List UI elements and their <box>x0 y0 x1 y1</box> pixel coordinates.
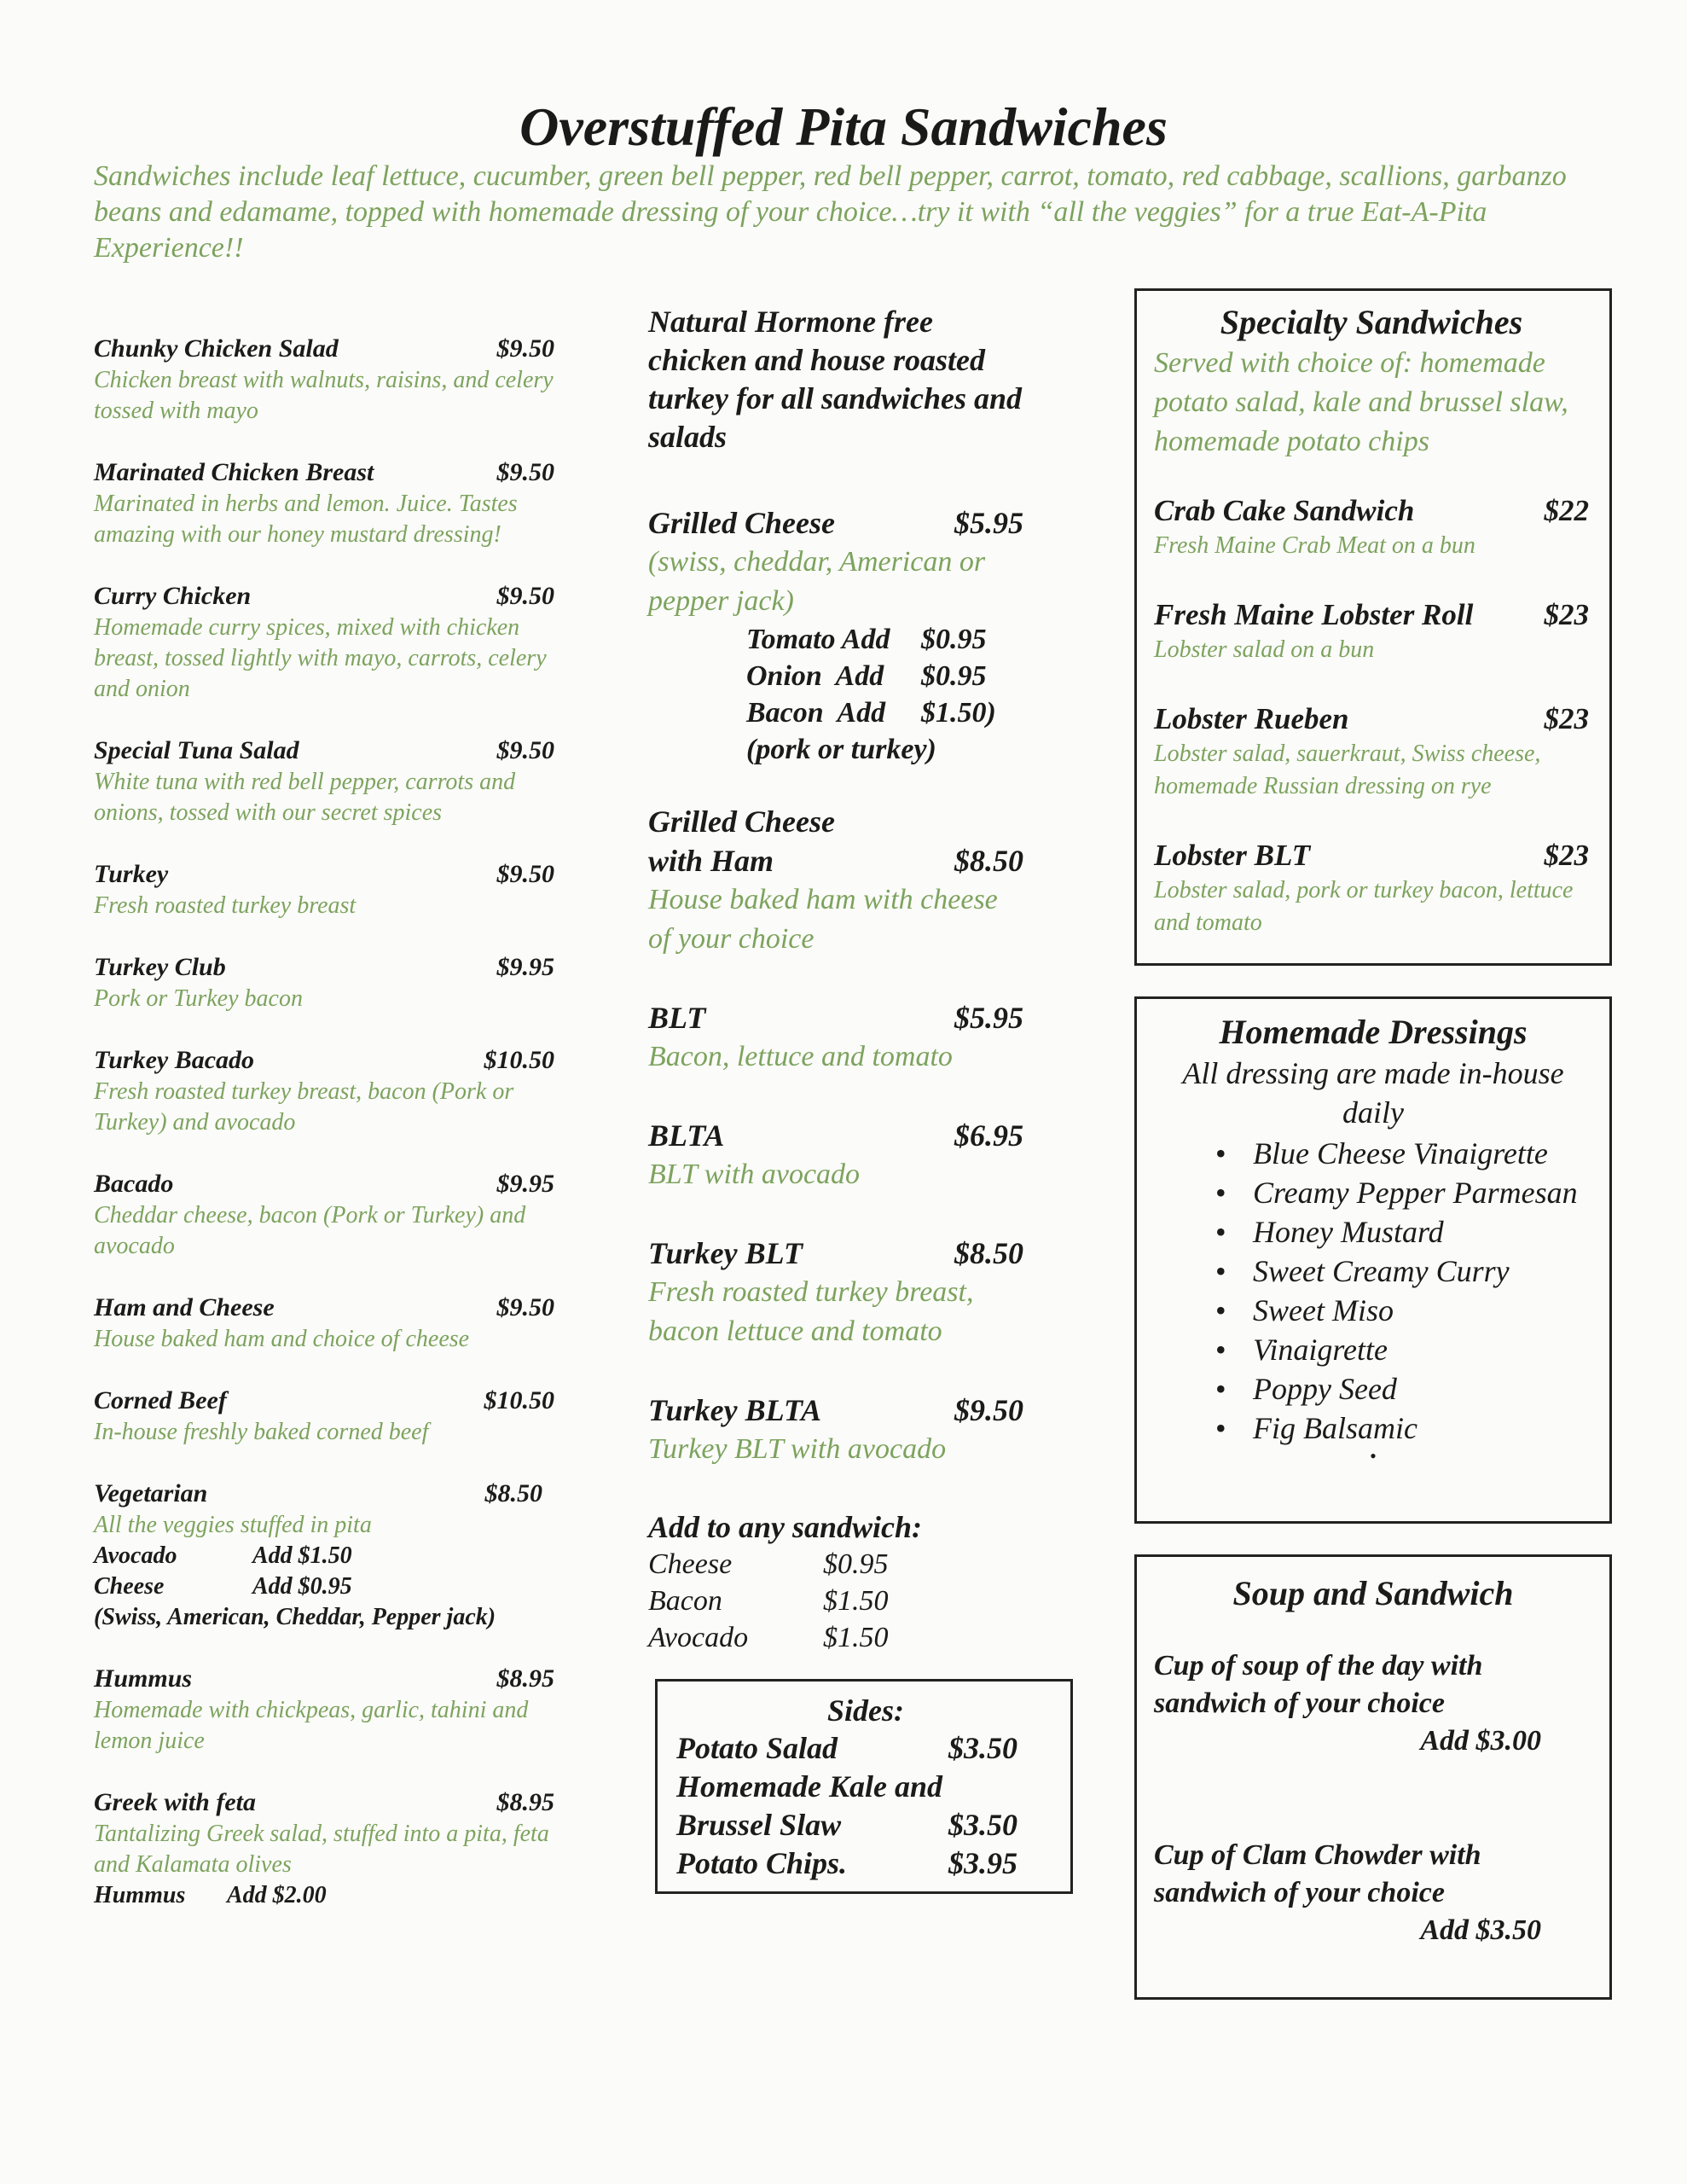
side-price: $3.95 <box>948 1846 1017 1880</box>
dressings-title: Homemade Dressings <box>1219 1013 1528 1051</box>
item-name: Turkey <box>94 860 169 888</box>
side-row <box>676 1844 1055 1883</box>
addon-price: Add $0.95 <box>252 1573 352 1600</box>
add-name: Bacon <box>648 1585 722 1617</box>
item-description: House baked ham with cheese of your choice <box>648 884 998 955</box>
sides-title: Sides: <box>827 1693 904 1728</box>
item-description: Lobster salad, sauerkraut, Swiss cheese, homemade Russian dressing on rye <box>1154 741 1541 799</box>
item-description: Lobster salad, pork or turkey bacon, lettuce and tomato <box>1154 877 1574 936</box>
decorative-dot: • <box>1370 1445 1377 1467</box>
item-price: $9.50 <box>496 334 554 363</box>
item-price: $23 <box>1544 839 1589 872</box>
item-name: Grilled Cheese <box>648 506 835 540</box>
item-name: BLTA <box>648 1118 725 1153</box>
side-price: $3.50 <box>948 1808 1017 1842</box>
item-price: $8.95 <box>496 1664 554 1693</box>
extra-price: $0.95 <box>921 624 987 655</box>
item-description: Fresh roasted turkey breast, bacon lettuce and tomato <box>648 1276 974 1347</box>
item-price: $5.95 <box>954 506 1023 540</box>
menu-item <box>1154 596 1589 666</box>
item-name: Hummus <box>94 1664 193 1693</box>
item-name: Vegetarian <box>94 1479 208 1507</box>
item-price: $22 <box>1544 494 1589 527</box>
soup-description: Cup of Clam Chowder with sandwich of your choice <box>1154 1839 1481 1908</box>
addon-price: Add $2.00 <box>227 1882 327 1908</box>
side-name: Homemade Kale and <box>676 1769 942 1804</box>
soup-item <box>1154 1837 1592 1949</box>
dressing-item: • Sweet Miso <box>1154 1291 1592 1330</box>
menu-item <box>94 735 554 828</box>
item-name: Turkey Bacado <box>94 1046 255 1074</box>
item-name: Fresh Maine Lobster Roll <box>1154 598 1474 631</box>
item-price: $9.50 <box>496 582 554 610</box>
side-name: Brussel Slaw <box>676 1808 842 1842</box>
item-description: Bacon, lettuce and tomato <box>648 1041 953 1072</box>
item-price: $8.50 <box>954 844 1023 878</box>
side-name: Potato Chips. <box>676 1846 848 1880</box>
extra-row <box>648 621 1023 658</box>
dressing-item: • Honey Mustard <box>1154 1212 1592 1252</box>
item-description: All the veggies stuffed in pita <box>94 1512 372 1538</box>
dressings-subtitle: All dressing are made in-house daily <box>1182 1056 1564 1130</box>
item-price: $23 <box>1544 702 1589 735</box>
extra-name: Tomato Add <box>746 624 890 655</box>
item-price: $10.50 <box>484 1046 554 1074</box>
item-price: $9.95 <box>496 1170 554 1198</box>
add-price: $0.95 <box>823 1548 889 1580</box>
item-name: Turkey BLTA <box>648 1393 822 1427</box>
extra-price: $0.95 <box>921 660 987 692</box>
menu-item <box>94 580 554 705</box>
item-name: Ham and Cheese <box>94 1293 275 1321</box>
item-name: Lobster Rueben <box>1154 702 1349 735</box>
extra-name: Bacon Add <box>746 697 886 729</box>
add-row <box>648 1583 1023 1619</box>
addon-name: Hummus <box>94 1882 186 1908</box>
addon-row <box>94 1541 554 1571</box>
item-description: In-house freshly baked corned beef <box>94 1419 429 1445</box>
item-name-line1: Grilled Cheese <box>648 804 835 839</box>
item-price: $5.95 <box>954 1001 1023 1035</box>
middle-menu-column <box>648 303 1023 1656</box>
dressings-list <box>1154 1134 1592 1448</box>
item-description: Lobster salad on a bun <box>1154 636 1375 663</box>
item-name: Corned Beef <box>94 1386 227 1414</box>
item-description: (swiss, cheddar, American or pepper jack) <box>648 546 986 617</box>
menu-item <box>1154 837 1589 939</box>
menu-item <box>94 1168 554 1262</box>
menu-item <box>94 1663 554 1757</box>
dressing-item: • Sweet Creamy Curry <box>1154 1252 1592 1291</box>
specialty-sandwiches-box <box>1134 288 1612 966</box>
add-price: $1.50 <box>823 1585 889 1617</box>
item-description: Homemade with chickpeas, garlic, tahini and lemon juice <box>94 1697 529 1754</box>
item-description: Homemade curry spices, mixed with chicken breast, tossed lightly with mayo, carrots, celery and onion <box>94 614 547 702</box>
soup-price: Add $3.50 <box>1420 1914 1541 1946</box>
item-name: Marinated Chicken Breast <box>94 458 374 486</box>
side-row <box>676 1729 1055 1768</box>
side-row <box>676 1806 1055 1844</box>
item-price: $9.50 <box>496 736 554 764</box>
homemade-dressings-box <box>1134 996 1612 1524</box>
extra-price: $1.50) <box>921 697 996 729</box>
page-title: Overstuffed Pita Sandwiches <box>519 96 1168 157</box>
menu-item <box>94 1786 554 1911</box>
item-description: Fresh Maine Crab Meat on a bun <box>1154 532 1475 559</box>
add-name: Avocado <box>648 1622 749 1653</box>
specialty-title: Specialty Sandwiches <box>1220 303 1523 341</box>
extra-row <box>648 694 1023 731</box>
menu-item <box>648 503 1023 768</box>
dressing-item: • Poppy Seed <box>1154 1369 1592 1409</box>
menu-item <box>94 456 554 550</box>
item-description: Cheddar cheese, bacon (Pork or Turkey) and avocado <box>94 1202 526 1259</box>
menu-item <box>648 998 1023 1077</box>
item-name: Bacado <box>94 1170 174 1198</box>
item-name: Crab Cake Sandwich <box>1154 494 1415 527</box>
side-price: $3.50 <box>948 1731 1017 1765</box>
item-description: Pork or Turkey bacon <box>94 985 303 1012</box>
menu-item <box>94 1044 554 1138</box>
menu-item <box>94 1385 554 1448</box>
extra-name: Onion Add <box>746 660 884 692</box>
extra-row <box>648 658 1023 694</box>
menu-item <box>1154 700 1589 803</box>
item-name: Lobster BLT <box>1154 839 1311 872</box>
left-menu-column <box>94 333 554 1941</box>
add-row <box>648 1619 1023 1656</box>
item-name: Special Tuna Salad <box>94 736 299 764</box>
intro-text: Sandwiches include leaf lettuce, cucumber, green bell pepper, red bell pepper, carrot, tomato, red cabbage, scallions, garbanzo beans and edamame, topped with homemade dressing of your choice…try it with “all the veggies” for a true Eat-A-Pita Experience!! <box>94 160 1567 264</box>
item-name: Turkey Club <box>94 953 226 981</box>
dressing-item: • Blue Cheese Vinaigrette <box>1154 1134 1592 1173</box>
natural-note: Natural Hormone free chicken and house roasted turkey for all sandwiches and salads <box>648 305 1023 454</box>
item-price: $8.50 <box>954 1236 1023 1270</box>
item-name: Turkey BLT <box>648 1236 803 1270</box>
menu-item <box>648 802 1023 959</box>
item-price: $9.95 <box>496 953 554 981</box>
item-name: Chunky Chicken Salad <box>94 334 339 363</box>
item-description: Chicken breast with walnuts, raisins, and celery tossed with mayo <box>94 367 554 424</box>
addon-row <box>94 1571 554 1602</box>
add-price: $1.50 <box>823 1622 889 1653</box>
addon-name: Cheese <box>94 1573 165 1600</box>
menu-item <box>94 333 554 427</box>
item-price: $6.95 <box>954 1118 1023 1153</box>
item-description: Fresh roasted turkey breast, bacon (Pork or Turkey) and avocado <box>94 1078 514 1136</box>
menu-item <box>648 1391 1023 1469</box>
item-description: Fresh roasted turkey breast <box>94 892 357 919</box>
extra-note: (pork or turkey) <box>746 734 936 765</box>
item-price: $8.95 <box>496 1788 554 1816</box>
menu-item <box>94 858 554 921</box>
add-name: Cheese <box>648 1548 733 1580</box>
item-description: Turkey BLT with avocado <box>648 1433 947 1465</box>
item-price: $9.50 <box>496 860 554 888</box>
addon-row <box>94 1880 554 1911</box>
item-price: $9.50 <box>496 1293 554 1321</box>
addon-name: Avocado <box>94 1542 177 1569</box>
side-name: Potato Salad <box>676 1731 838 1765</box>
addon-price: Add $1.50 <box>252 1542 352 1569</box>
item-description: Marinated in herbs and lemon. Juice. Tastes amazing with our honey mustard dressing! <box>94 491 518 548</box>
soup-title: Soup and Sandwich <box>1232 1574 1514 1612</box>
item-description: House baked ham and choice of cheese <box>94 1326 470 1352</box>
menu-item <box>648 1116 1023 1194</box>
item-description: White tuna with red bell pepper, carrots and onions, tossed with our secret spices <box>94 769 516 826</box>
menu-item <box>94 1292 554 1355</box>
item-name: with Ham <box>648 844 774 878</box>
menu-item <box>648 1234 1023 1351</box>
item-price: $9.50 <box>954 1393 1023 1427</box>
item-description: BLT with avocado <box>648 1159 861 1190</box>
item-price: $10.50 <box>484 1386 554 1414</box>
item-price: $9.50 <box>496 458 554 486</box>
side-row <box>676 1768 1055 1806</box>
soup-and-sandwich-box <box>1134 1554 1612 2000</box>
soup-price: Add $3.00 <box>1420 1725 1541 1757</box>
dressing-item: • Vinaigrette <box>1154 1330 1592 1369</box>
menu-item <box>1154 492 1589 562</box>
specialty-subtitle: Served with choice of: homemade potato salad, kale and brussel slaw, homemade potato chips <box>1154 347 1568 457</box>
item-name: BLT <box>648 1001 706 1035</box>
item-name: Curry Chicken <box>94 582 252 610</box>
soup-item <box>1154 1647 1592 1760</box>
add-to-sandwich-title: Add to any sandwich: <box>648 1510 923 1544</box>
addon-note: (Swiss, American, Cheddar, Pepper jack) <box>94 1604 496 1630</box>
menu-item <box>94 951 554 1014</box>
sides-box <box>655 1679 1073 1894</box>
item-name: Greek with feta <box>94 1788 256 1816</box>
add-row <box>648 1546 1023 1583</box>
item-price: $8.50 <box>484 1479 542 1507</box>
item-price: $23 <box>1544 598 1589 631</box>
menu-item <box>94 1478 554 1633</box>
dressing-item: • Creamy Pepper Parmesan <box>1154 1173 1592 1212</box>
dressing-item: • Fig Balsamic <box>1154 1409 1592 1448</box>
item-description: Tantalizing Greek salad, stuffed into a pita, feta and Kalamata olives <box>94 1821 549 1878</box>
soup-description: Cup of soup of the day with sandwich of your choice <box>1154 1650 1483 1719</box>
